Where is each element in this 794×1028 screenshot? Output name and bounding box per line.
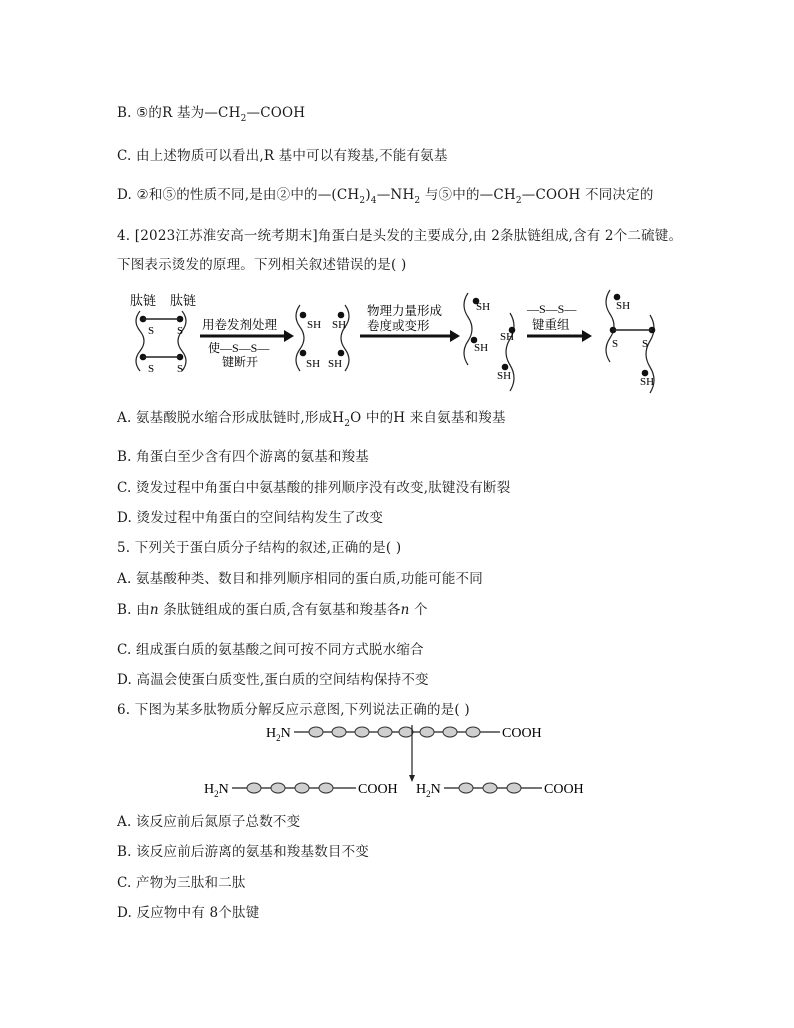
amino-acid: [466, 727, 480, 737]
chain-4a: [606, 290, 614, 362]
sh-label: SH: [616, 300, 631, 312]
amino-acid: [420, 727, 434, 737]
arrow1-top-label: 用卷发剂处理: [202, 318, 278, 332]
arrow3-bottom-label: 键重组: [532, 318, 570, 332]
arrow1-bottom-label: 使—S—S—: [208, 341, 270, 355]
q4-option-d: D. 烫发过程中角蛋白的空间结构发生了改变: [117, 510, 384, 526]
q6-option-a: A. 该反应前后氮原子总数不变: [117, 814, 301, 830]
q5-option-a: A. 氨基酸种类、数目和排列顺序相同的蛋白质,功能可能不同: [117, 571, 483, 587]
q6-stem: 6. 下图为某多肽物质分解反应示意图,下列说法正确的是( ): [117, 702, 470, 718]
q4-stem-line2: 下图表示烫发的原理。下列相关叙述错误的是( ): [117, 257, 407, 273]
amino-acid: [271, 783, 285, 793]
sh-label: SH: [640, 376, 655, 388]
amino-acid: [378, 727, 392, 737]
q6-peptide-hydrolysis-figure: [0, 720, 794, 800]
h2n-label: $H_2N$: [266, 726, 291, 743]
q5-stem: 5. 下列关于蛋白质分子结构的叙述,正确的是( ): [117, 540, 402, 556]
q3-option-c: C. 由上述物质可以看出,R 基中可以有羧基,不能有氨基: [117, 148, 448, 164]
chain-label-2: 肽链: [170, 293, 197, 308]
sh-label: SH: [307, 319, 322, 331]
q4-option-b: B. 角蛋白至少含有四个游离的氨基和羧基: [117, 449, 370, 465]
arrow2-top-label: 卷度或变形: [367, 319, 430, 333]
q5-option-b: B. 由n 条肽链组成的蛋白质,含有氨基和羧基各n 个: [117, 602, 428, 618]
sh-label: SH: [500, 331, 515, 343]
q6-option-d: D. 反应物中有 8个肽键: [117, 905, 260, 921]
s-label: S: [148, 325, 155, 337]
chain-3a: [464, 293, 472, 365]
s-label: S: [148, 363, 155, 375]
amino-acid: [399, 727, 413, 737]
q4-perm-wave-figure: [0, 285, 794, 395]
cooh-label: COOH: [358, 782, 398, 797]
q4-option-c: C. 烫发过程中角蛋白中氨基酸的排列顺序没有改变,肽键没有断裂: [117, 480, 511, 496]
q6-option-c: C. 产物为三肽和二肽: [117, 875, 246, 891]
arrow2-top-label: 物理力量形成: [367, 304, 443, 318]
s-label: S: [177, 325, 184, 337]
s-label: S: [177, 363, 184, 375]
amino-acid: [295, 783, 309, 793]
q5-option-c: C. 组成蛋白质的氨基酸之间可按不同方式脱水缩合: [117, 642, 424, 658]
amino-acid: [459, 783, 473, 793]
cooh-label: COOH: [544, 782, 584, 797]
q6-option-b: B. 该反应前后游离的氨基和羧基数目不变: [117, 844, 370, 860]
sh-label: SH: [497, 370, 512, 382]
amino-acid: [483, 783, 497, 793]
amino-acid: [247, 783, 261, 793]
sh-label: SH: [476, 301, 491, 313]
q5-option-d: D. 高温会使蛋白质变性,蛋白质的空间结构保持不变: [117, 672, 429, 688]
amino-acid: [332, 727, 346, 737]
amino-acid: [507, 783, 521, 793]
sh-label: SH: [332, 319, 347, 331]
amino-acid: [355, 727, 369, 737]
cooh-label: COOH: [502, 726, 542, 741]
q3-option-b: B. ⑤的R 基为$—CH_2—COOH$: [117, 105, 306, 124]
h2n-label: $H_2N$: [204, 782, 229, 799]
s-label: S: [642, 338, 649, 350]
sh-label: SH: [328, 358, 343, 370]
q3-option-d: D. ②和⑤的性质不同,是由②中的$—(CH_2)_4—NH_2$ 与⑤中的$—CH_2—COOH$ 不同决定的: [117, 187, 654, 206]
chain-label-1: 肽链: [130, 293, 157, 308]
q4-option-a: A. 氨基酸脱水缩合形成肽链时,形成$H_2O$ 中的H 来自氨基和羧基: [117, 410, 506, 429]
amino-acid: [319, 783, 333, 793]
sh-label: SH: [474, 342, 489, 354]
amino-acid: [309, 727, 323, 737]
q4-stem-line1: 4. [2023江苏淮安高一统考期末]角蛋白是头发的主要成分,由 2条肽链组成,含有 2个二硫键。: [117, 228, 683, 244]
sh-label: SH: [306, 358, 321, 370]
s-label: S: [612, 338, 619, 350]
arrow3-top-label: —S—S—: [527, 302, 577, 316]
amino-acid: [443, 727, 457, 737]
arrow1-bottom-label: 键断开: [222, 355, 259, 369]
h2n-label: $H_2N$: [416, 782, 441, 799]
